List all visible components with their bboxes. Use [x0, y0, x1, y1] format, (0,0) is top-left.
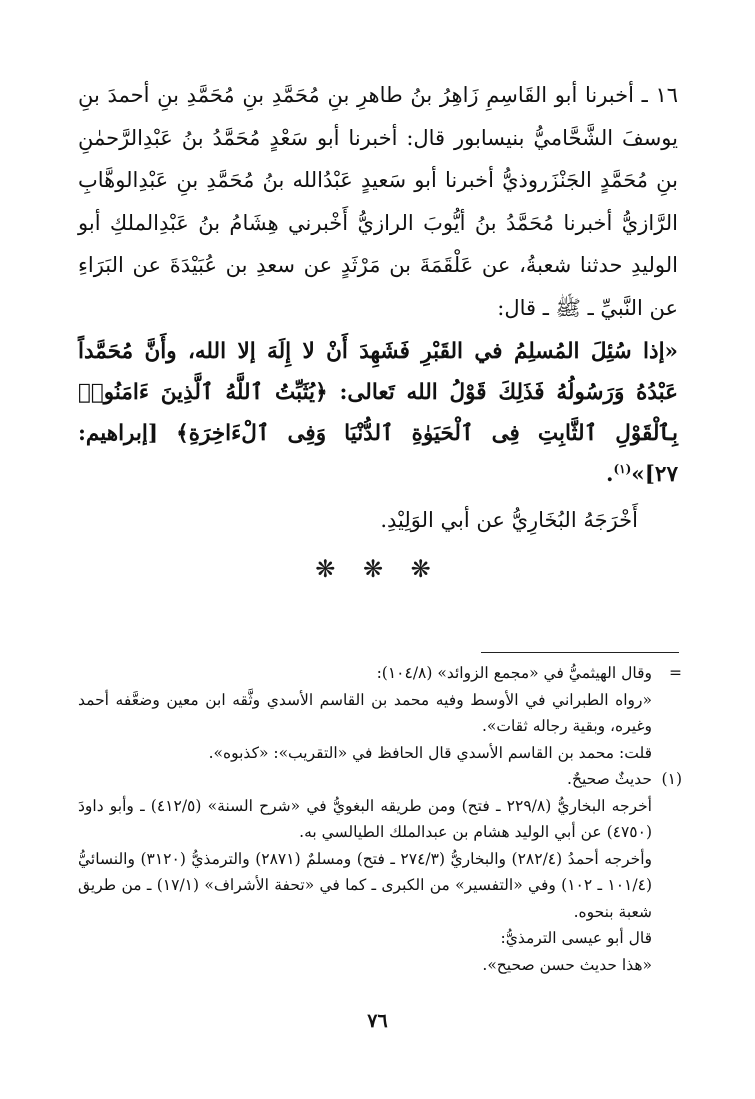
footnote-line: «هذا حديث حسن صحيح».: [482, 955, 652, 974]
footnote-ref[interactable]: (١): [613, 461, 632, 476]
isnad-paragraph: ١٦ ـ أخبرنا أبو القَاسِمِ زَاهِرُ بنُ طاهرِ بنِ مُحَمَّدِ بنِ مُحَمَّدِ بنِ أحمدَ بنِ يوسفَ الشَّحَّاميُّ بنيسابور قال: أخبرنا أبو سَعْدٍ مُحَمَّدُ بنُ عَبْدِالرَّحمٰنِ بنِ مُحَمَّدٍ الجَنْزَروذيُّ أخبرنا أبو سَعيدٍ عَبْدُالله بنُ مُحَمَّدِ بنِ عَبْدِالوهَّابِ الرَّازيُّ أخبرنا مُحَمَّدُ بنُ أيُّوبَ الرازيُّ أَخْبرني هِشَامُ بنُ عَبْدِالملكِ أبو الوليدِ حدثنا شعبةُ، عن عَلْقَمَةَ بن مَرْثَدٍ عن سعدِ بن عُبَيْدَةَ عن البَرَاءِ عن النَّبيِّ ـ ﷺ ـ قال:: [78, 83, 678, 320]
footnote-line: وأخرجه أحمدُ (٢٨٢/٤) والبخاريُّ (٢٧٤/٣ ـ فتح) ومسلمٌ (٢٨٧١) والترمذيُّ (٣١٢٠) والنسائيُّ (١٠١/٤ ـ ١٠٢) وفي «التفسير» من الكبرى ـ كما في «تحفة الأشراف» (١٧/١) ـ من طريق شعبة بنحوه.: [78, 849, 653, 921]
footnote-1: [78, 766, 682, 978]
footnotes: [78, 660, 682, 978]
footnote-line: قلت: محمد بن القاسم الأسدي قال الحافظ في «التقريب»: «كذبوه».: [208, 743, 652, 762]
footnote-divider: [481, 652, 679, 653]
page-number: ٧٦: [367, 1010, 388, 1032]
main-text: [78, 74, 678, 590]
footnote-line: قال أبو عيسى الترمذيُّ:: [500, 929, 652, 947]
section-separator: ❋ ❋ ❋: [315, 554, 441, 583]
hadith-text: [78, 331, 678, 495]
footnote-mark: (١): [661, 770, 682, 788]
hadith-end: .: [605, 462, 614, 487]
takhrij-line: أَخْرَجَهُ البُخَارِيُّ عن أبي الوَلِيْدِ.: [380, 508, 638, 532]
footnote-line: أخرجه البخاريُّ (٢٢٩/٨ ـ فتح) ومن طريقه البغويُّ في «شرح السنة» (٤١٢/٥) ـ وأبو داودَ (٤٧٥٠) عن أبي الوليد هشام بن عبدالملك الطيالسي به.: [78, 796, 652, 841]
hadith-body: «إذا سُئِلَ المُسلِمُ في القَبْرِ فَشَهِدَ أَنْ لا إِلَهَ إلا الله، وأَنَّ مُحَمَّداً عَبْدُهُ وَرَسُولُهُ فَذَلِكَ قَوْلُ الله تَعالى: ﴿يُثَبِّتُ ٱللَّهُ ٱلَّذِينَ ءَامَنُوا۟ بِٱلْقَوْلِ ٱلثَّابِتِ فِى ٱلْحَيَوٰةِ ٱلدُّنْيَا وَفِى ٱلْءَاخِرَةِ﴾ [إبراهيم: ٢٧]»: [78, 339, 678, 487]
footnote-continued: [78, 660, 682, 766]
footnote-line: حديثٌ صحيحٌ.: [567, 770, 652, 788]
footnote-line: «رواه الطبراني في الأوسط وفيه محمد بن القاسم الأسدي وثَّقه ابن معين وضعَّفه أحمد وغيره، وبقية رجاله ثقات».: [78, 690, 652, 735]
footnote-mark: =: [669, 664, 682, 682]
footnote-line: وقال الهيثميُّ في «مجمع الزوائد» (١٠٤/٨):: [376, 664, 652, 682]
